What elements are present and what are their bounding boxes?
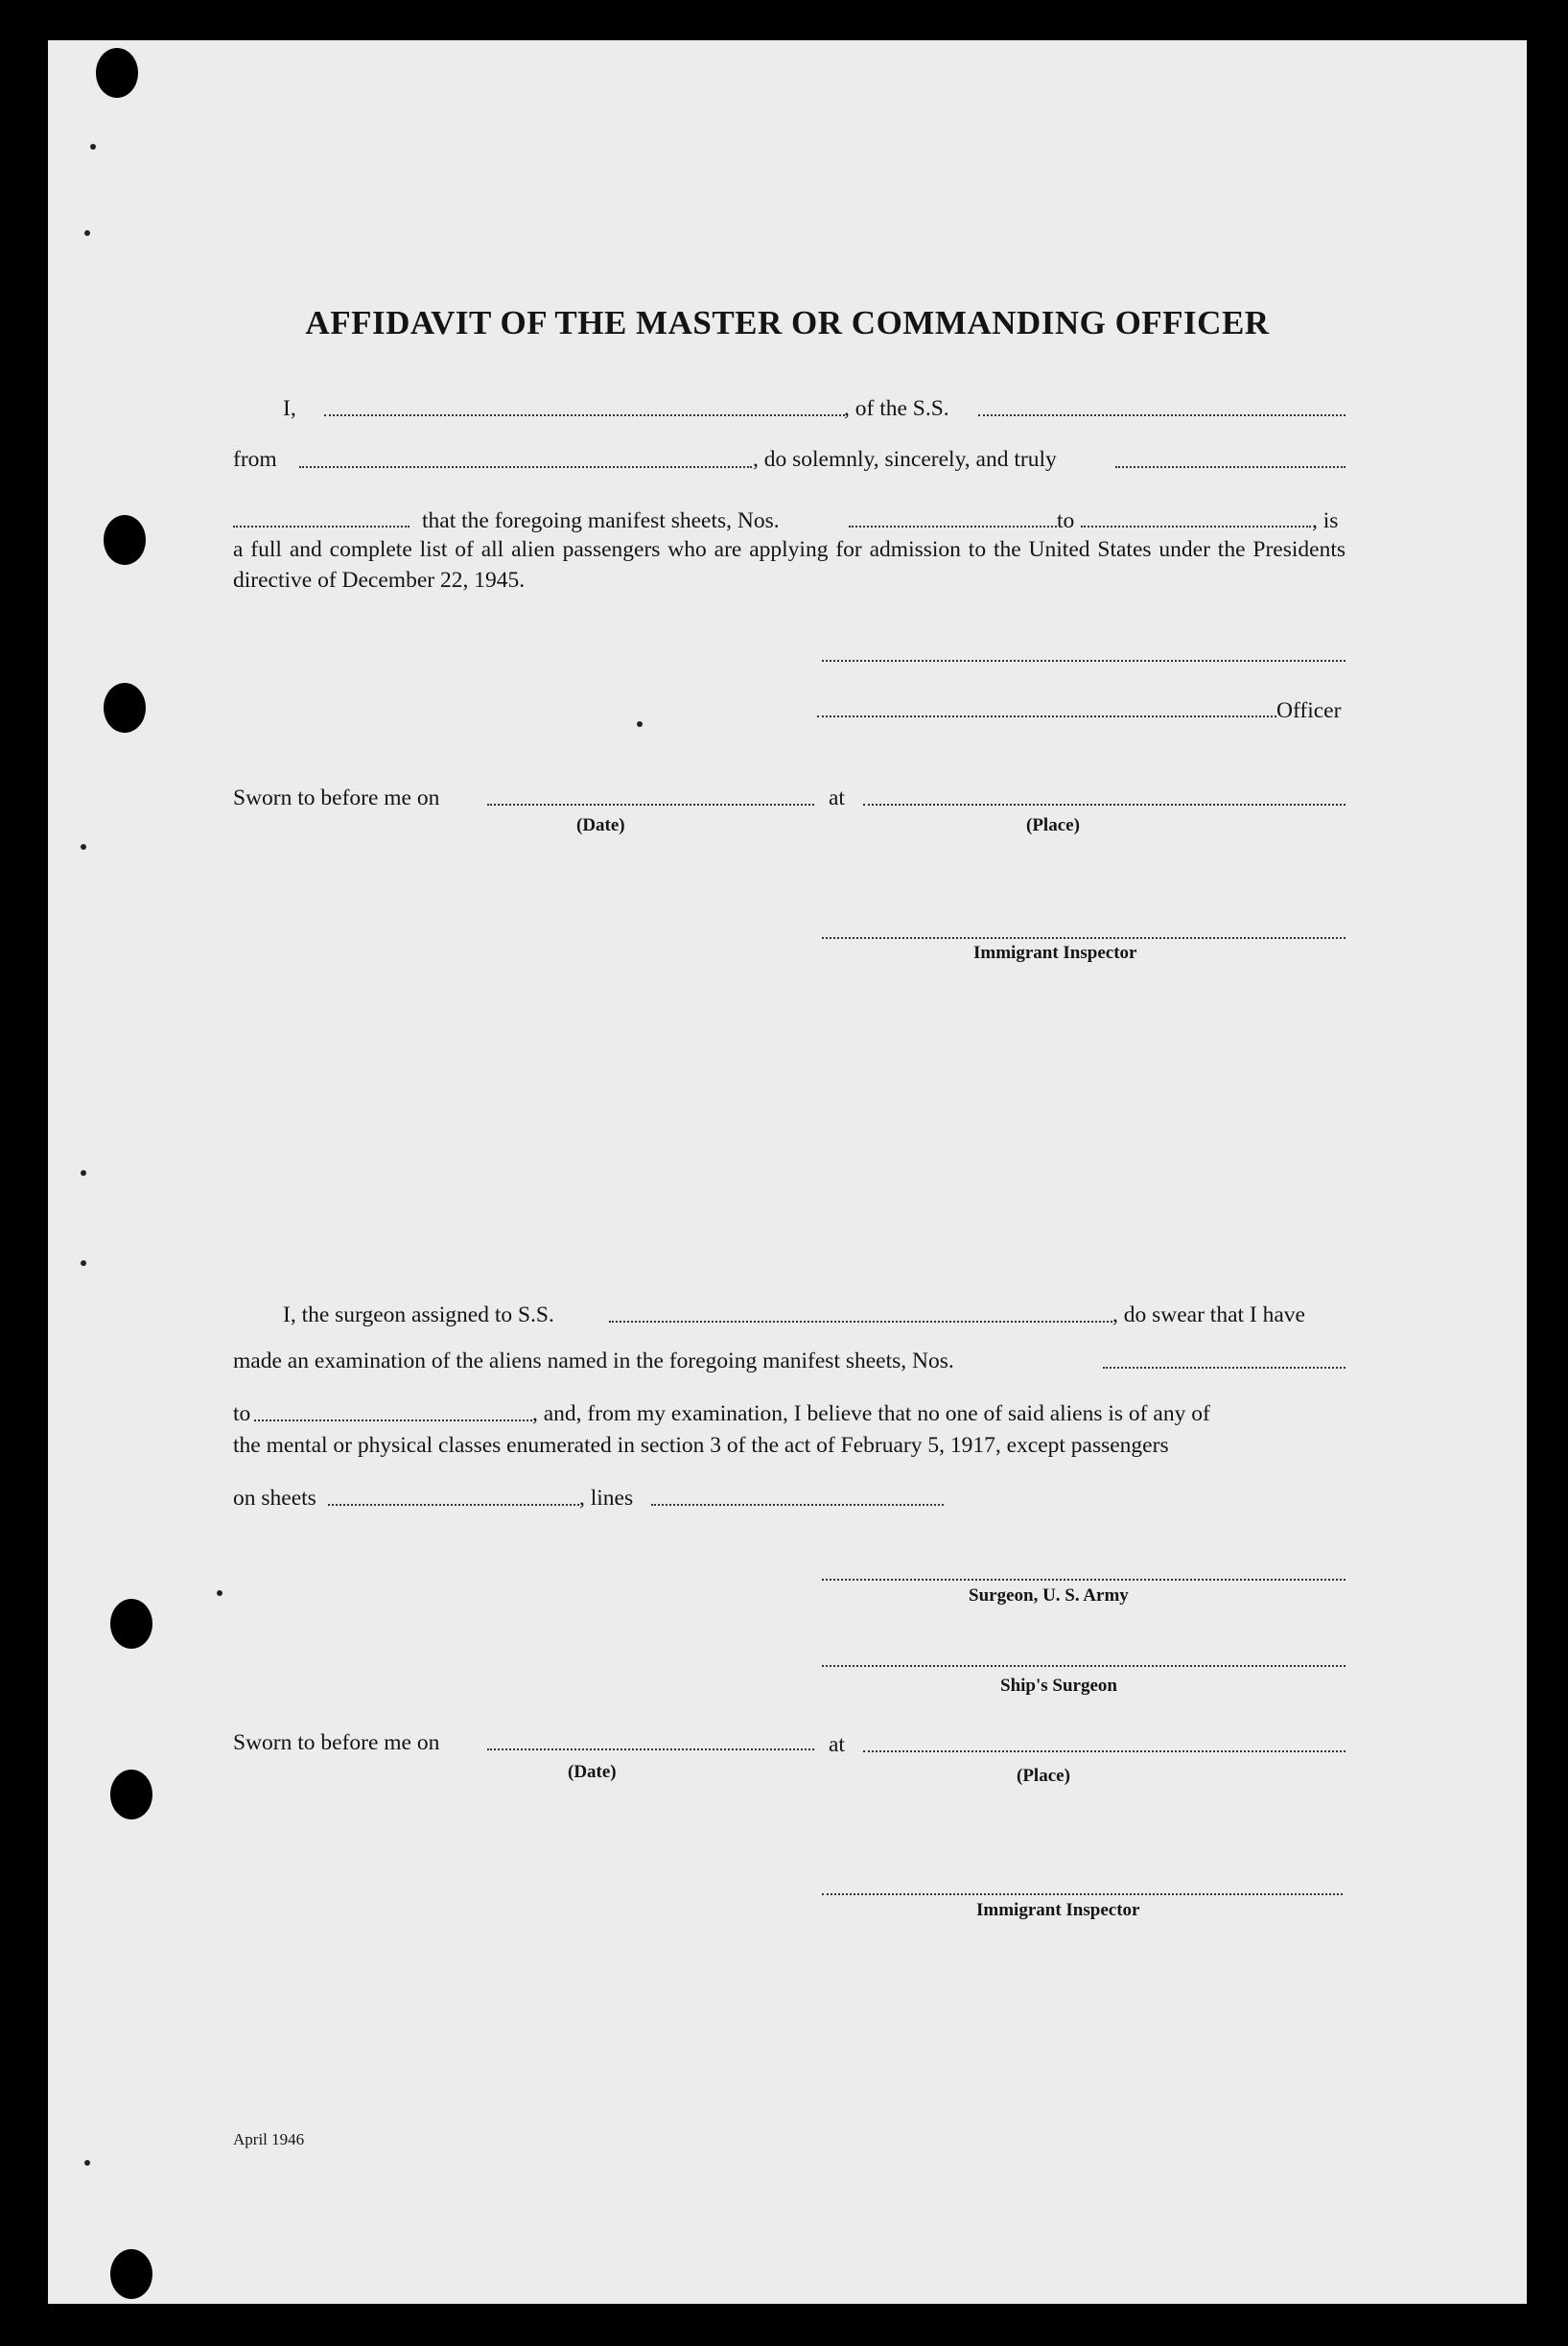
punch-hole [104,515,146,565]
surgeon-inspector-signature-line[interactable] [822,1893,1343,1895]
surgeon-line-3: , and, from my examination, I believe that no one of said aliens is of any of [532,1401,1210,1426]
exception-sheets-field[interactable] [328,1504,579,1506]
oath-word-field[interactable] [1115,466,1346,468]
place-caption: (Place) [1026,815,1080,835]
foregoing-text: that the foregoing manifest sheets, Nos. [422,508,780,533]
pronoun-i: I, [283,396,296,421]
surgeon-place-caption: (Place) [1017,1766,1070,1786]
inspector-caption: Immigrant Inspector [973,943,1137,963]
of-ss-text: , of the S.S. [844,396,949,421]
date-caption: (Date) [576,815,625,835]
ship-surgeon-signature-line[interactable] [822,1665,1346,1667]
sworn-date-field[interactable] [487,804,814,806]
master-statement: a full and complete list of all alien passengers who are applying for admission to the United States under the Presidents directive of December 22, 1945. [233,537,1346,593]
surgeon-sheets-from-field[interactable] [1103,1367,1346,1369]
surgeon-to-label: to [233,1401,251,1426]
officer-signature-line-1[interactable] [822,660,1346,662]
from-label: from [233,447,277,472]
punch-hole [110,2249,152,2299]
lines-label: , lines [579,1486,634,1511]
officer-signature-line-2[interactable] [817,716,1276,717]
speck [217,1590,222,1596]
punch-hole [104,683,146,733]
surgeon-line-2: made an examination of the aliens named in the foregoing manifest sheets, Nos. [233,1349,954,1373]
speck [637,721,643,727]
form-date: April 1946 [233,2130,305,2148]
ship-name-field[interactable] [978,414,1346,416]
surgeon-at-label: at [829,1732,845,1757]
speck [90,144,96,150]
speck [84,2160,90,2166]
sworn-place-field[interactable] [863,804,1346,806]
surgeon-swear-text: , do swear that I have [1112,1302,1305,1327]
surgeon-date-caption: (Date) [568,1762,617,1782]
punch-hole [110,1770,152,1819]
affidavit-page [48,40,1527,2304]
surgeon-line-4: the mental or physical classes enumerated in section 3 of the act of February 5, 1917, except passengers [233,1433,1169,1458]
speck [81,1260,86,1266]
punch-hole [110,1599,152,1649]
surgeon-ship-field[interactable] [609,1321,1112,1323]
oath-verb-field[interactable] [233,526,410,528]
at-label: at [829,786,845,810]
surgeon-line-1: I, the surgeon assigned to S.S. [283,1302,554,1327]
sheets-from-field[interactable] [849,526,1057,528]
ship-surgeon-caption: Ship's Surgeon [1000,1676,1117,1696]
sheets-to-field[interactable] [1081,526,1311,528]
speck [81,844,86,850]
surgeon-sworn-label: Sworn to before me on [233,1730,440,1755]
solemnly-text: , do solemnly, sincerely, and truly [753,447,1057,472]
speck [84,230,90,236]
is-text: , is [1312,508,1339,533]
sworn-label: Sworn to before me on [233,786,440,810]
on-sheets-label: on sheets [233,1486,316,1511]
punch-hole [96,48,138,98]
army-surgeon-caption: Surgeon, U. S. Army [969,1585,1129,1606]
surgeon-sheets-to-field[interactable] [254,1419,532,1421]
officer-label: Officer [1276,698,1342,723]
master-name-field[interactable] [324,414,845,416]
exception-lines-field[interactable] [651,1504,944,1506]
to-text: to [1057,508,1075,533]
army-surgeon-signature-line[interactable] [822,1579,1346,1581]
speck [81,1170,86,1176]
surgeon-sworn-place-field[interactable] [863,1750,1346,1752]
inspector-signature-line[interactable] [822,937,1346,939]
surgeon-inspector-caption: Immigrant Inspector [976,1900,1140,1920]
surgeon-sworn-date-field[interactable] [487,1748,814,1750]
page-title: AFFIDAVIT OF THE MASTER OR COMMANDING OFFICER [305,304,1270,341]
from-port-field[interactable] [299,466,752,468]
